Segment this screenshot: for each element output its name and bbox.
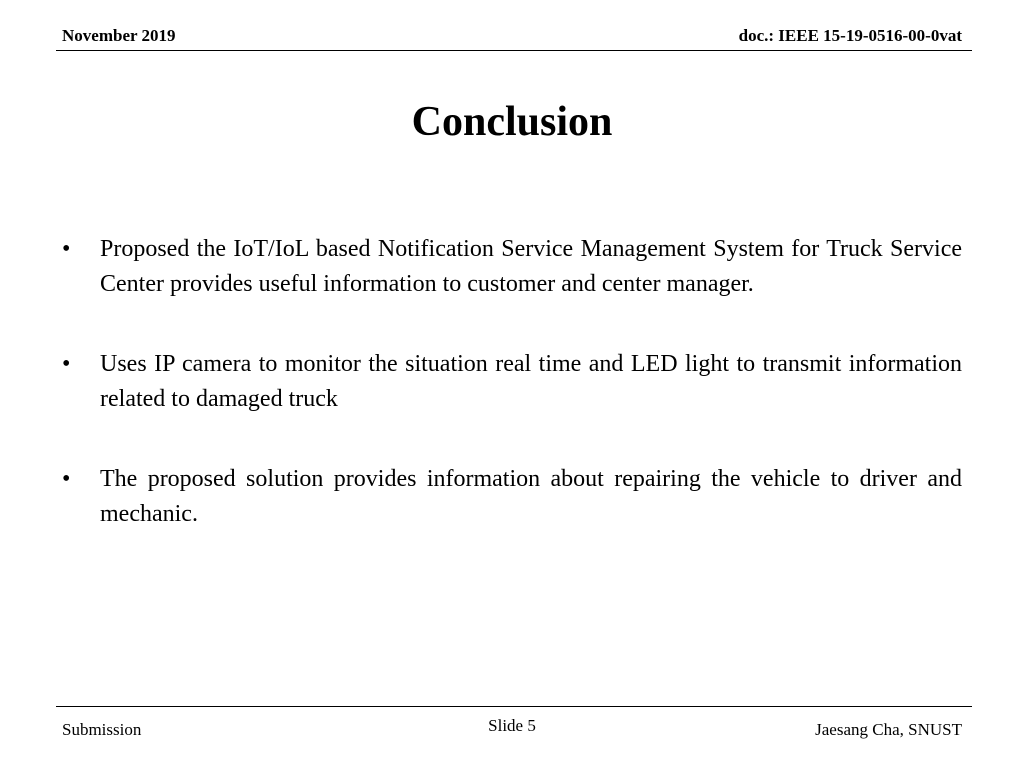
slide-number: Slide 5 bbox=[488, 716, 536, 735]
bullet-icon: • bbox=[62, 466, 71, 492]
bullet-item bbox=[62, 462, 962, 532]
bullet-text: The proposed solution provides information about repairing the vehicle to driver and mechanic. bbox=[100, 466, 962, 527]
bullet-icon: • bbox=[62, 236, 71, 262]
footer-submission: Submission bbox=[62, 720, 142, 739]
footer-divider bbox=[56, 706, 972, 707]
bullet-text: Uses IP camera to monitor the situation real time and LED light to transmit information related to damaged truck bbox=[100, 351, 962, 412]
bullet-item bbox=[62, 232, 962, 302]
footer-author: Jaesang Cha, SNUST bbox=[815, 720, 962, 739]
bullet-text: Proposed the IoT/IoL based Notification Service Management System for Truck Service Center provides useful information to customer and center manager. bbox=[100, 236, 962, 297]
bullet-list bbox=[62, 232, 962, 577]
header-date: November 2019 bbox=[62, 26, 176, 45]
bullet-icon: • bbox=[62, 351, 71, 377]
slide-title: Conclusion bbox=[411, 99, 613, 145]
header-doc-id: doc.: IEEE 15-19-0516-00-0vat bbox=[738, 26, 962, 45]
bullet-item bbox=[62, 347, 962, 417]
header-divider bbox=[56, 50, 972, 51]
